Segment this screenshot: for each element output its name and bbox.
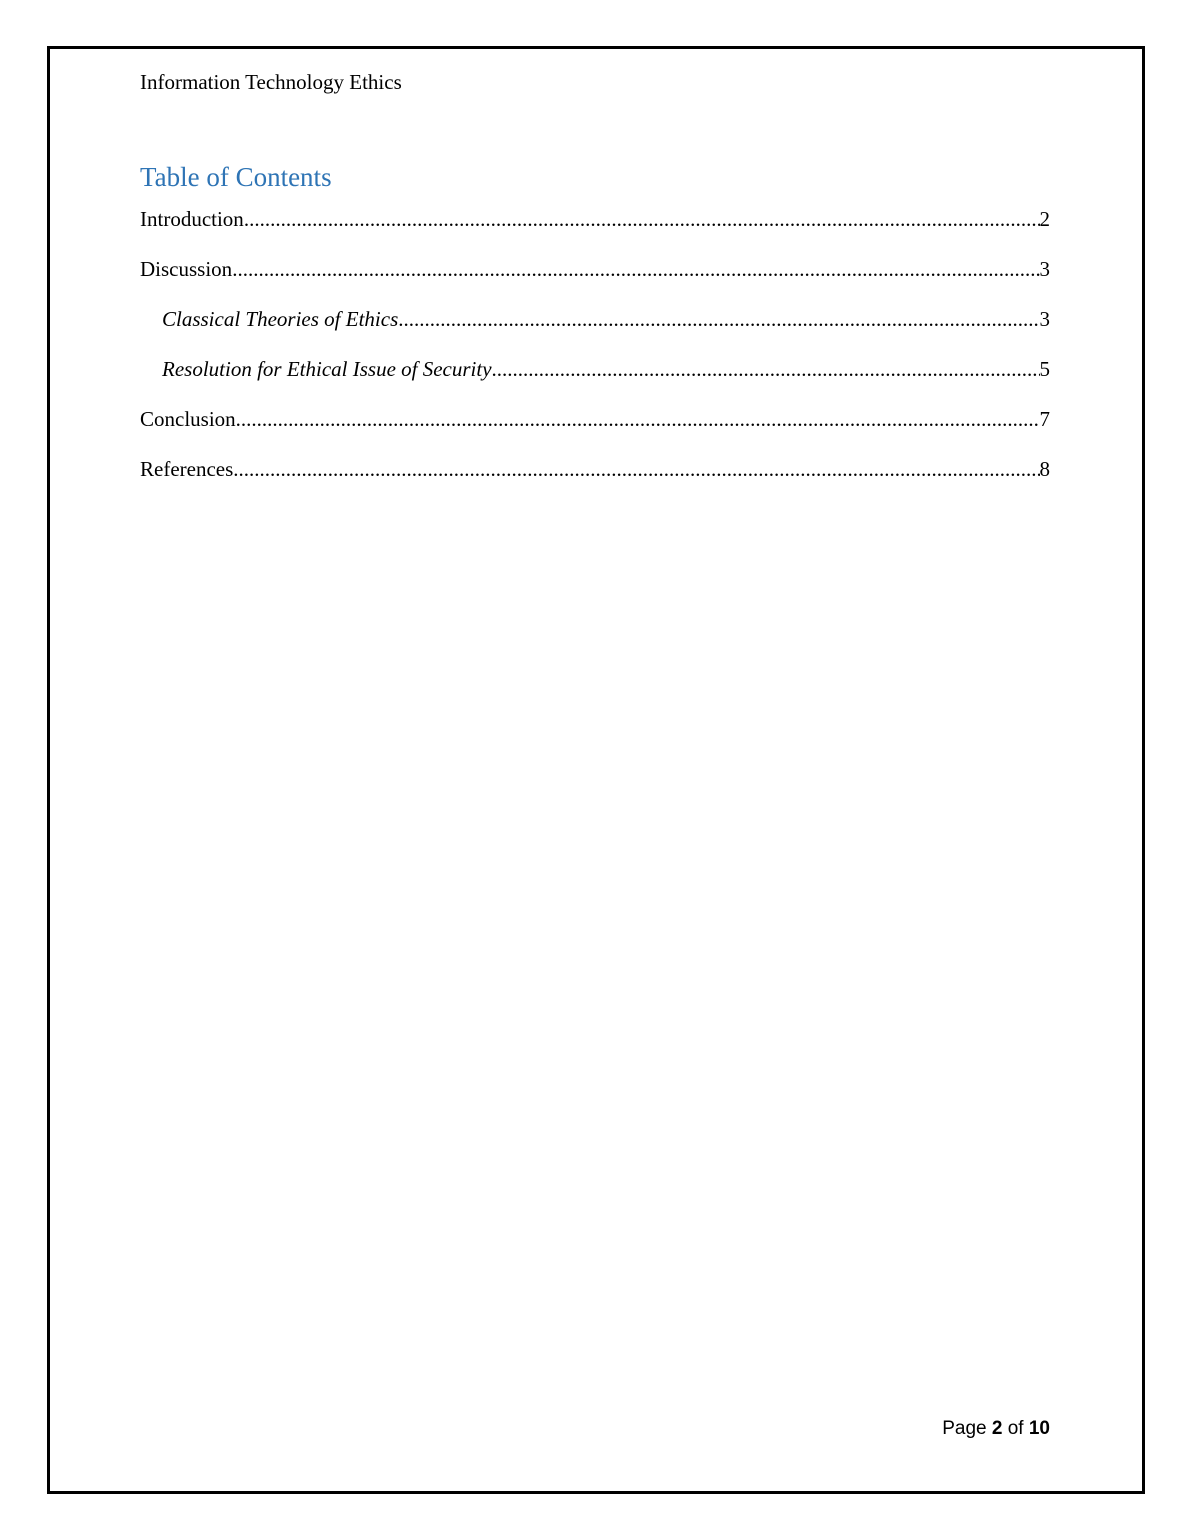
toc-dot-leader bbox=[244, 207, 1040, 232]
toc-entry-classical-theories[interactable] bbox=[140, 307, 1050, 357]
toc-entry-label: Resolution for Ethical Issue of Security bbox=[162, 357, 492, 381]
toc-entry-page: 5 bbox=[1039, 357, 1050, 381]
toc-dot-leader bbox=[492, 357, 1040, 382]
toc-entry-references[interactable] bbox=[140, 457, 1050, 507]
toc-entry-introduction[interactable] bbox=[140, 207, 1050, 257]
toc-dot-leader bbox=[233, 457, 1039, 482]
table-of-contents bbox=[140, 207, 1050, 507]
toc-entry-label: Conclusion bbox=[140, 407, 236, 431]
toc-entry-page: 8 bbox=[1039, 457, 1050, 481]
toc-entry-discussion[interactable] bbox=[140, 257, 1050, 307]
toc-entry-conclusion[interactable] bbox=[140, 407, 1050, 457]
toc-dot-leader bbox=[236, 407, 1040, 432]
toc-entry-page: 3 bbox=[1039, 257, 1050, 281]
page-number-footer bbox=[942, 1418, 1050, 1440]
footer-total-pages: 10 bbox=[1028, 1418, 1050, 1439]
footer-current-page: 2 bbox=[991, 1418, 1003, 1439]
document-header: Information Technology Ethics bbox=[140, 70, 402, 94]
toc-entry-label: Introduction bbox=[140, 207, 244, 231]
toc-entry-page: 7 bbox=[1039, 407, 1050, 431]
toc-heading: Table of Contents bbox=[140, 162, 332, 192]
toc-dot-leader bbox=[398, 307, 1039, 332]
toc-entry-resolution-security[interactable] bbox=[140, 357, 1050, 407]
footer-page-word: Page bbox=[942, 1418, 987, 1439]
toc-entry-page: 3 bbox=[1039, 307, 1050, 331]
toc-entry-label: Classical Theories of Ethics bbox=[162, 307, 399, 331]
toc-entry-label: References bbox=[140, 457, 234, 481]
toc-entry-label: Discussion bbox=[140, 257, 233, 281]
toc-dot-leader bbox=[232, 257, 1039, 282]
toc-entry-page: 2 bbox=[1039, 207, 1050, 231]
footer-of-word: of bbox=[1007, 1418, 1024, 1439]
